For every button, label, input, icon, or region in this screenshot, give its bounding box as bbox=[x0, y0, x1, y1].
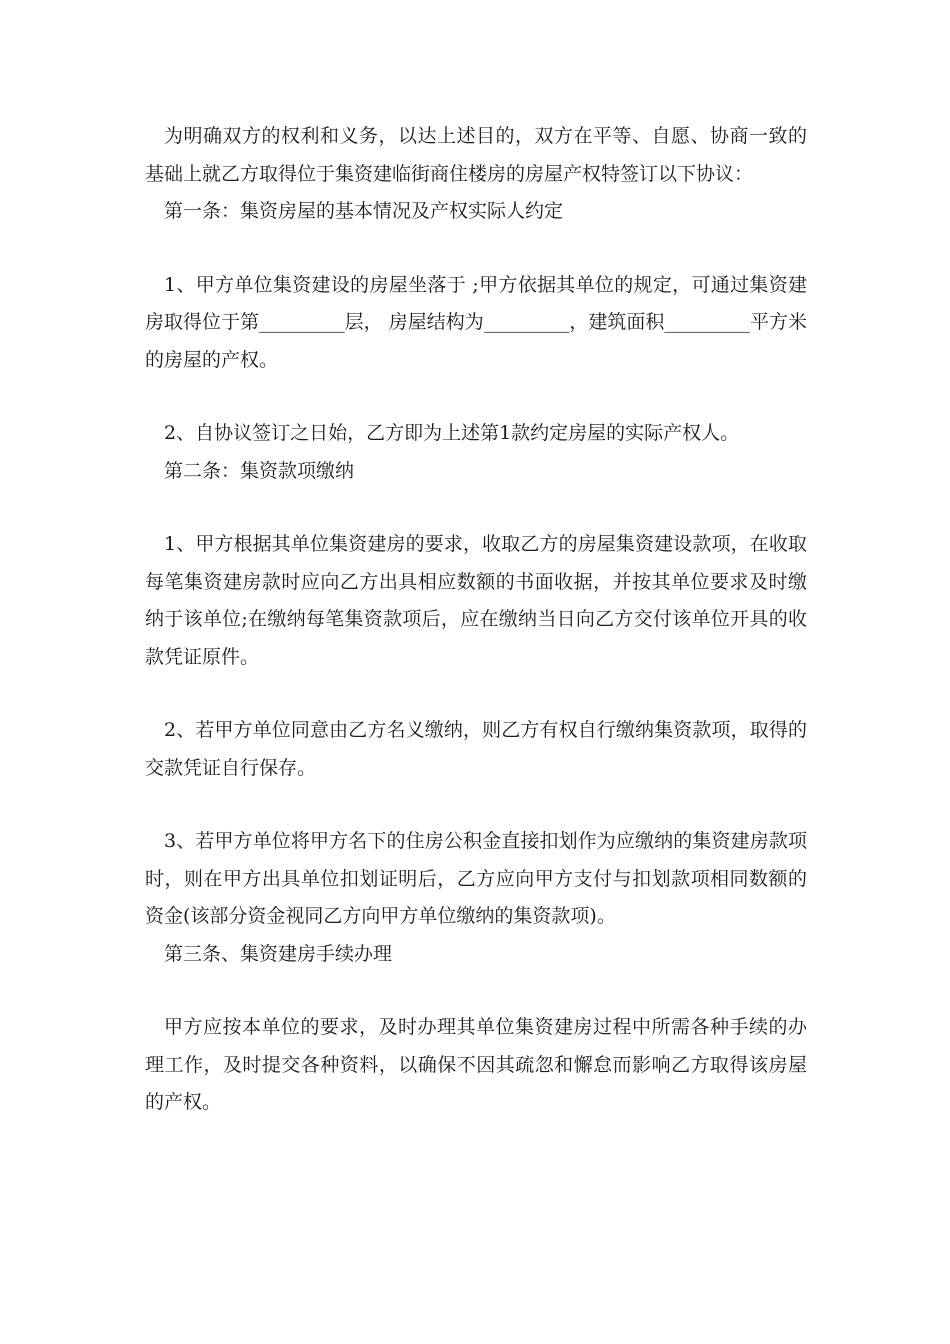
article-3-heading: 第三条、集资建房手续办理 bbox=[164, 942, 393, 965]
article-3-clause-1: 甲方应按本单位的要求，及时办理其单位集资建房过程中所需各种手续的办理工作，及时提交各种资料，以确保不因其疏忽和懈怠而影响乙方取得该房屋的产权。 bbox=[145, 1016, 807, 1113]
article-1-heading: 第一条：集资房屋的基本情况及产权实际人约定 bbox=[164, 200, 564, 222]
article-1-clause-2: 2、自协议签订之日始，乙方即为上述第1款约定房屋的实际产权人。 bbox=[164, 422, 740, 444]
article-2-clause-3: 3、若甲方单位将甲方名下的住房公积金直接扣划作为应缴纳的集资建房款项时，则在甲方出具单位扣划证明后，乙方应向甲方支付与扣划款项相同数额的资金(该部分资金视同乙方向甲方单位缴纳的集资款项)。 bbox=[145, 830, 807, 927]
article-1-clause-1: 1、甲方单位集资建设的房屋坐落于 ;甲方依据其单位的规定，可通过集资建房取得位于第_________层， 房屋结构为_________，建筑面积_________平方米的房屋的产权。 bbox=[145, 273, 807, 371]
intro-paragraph: 为明确双方的权利和义务，以达上述目的，双方在平等、自愿、协商一致的基础上就乙方取得位于集资建临街商住楼房的房屋产权特签订以下协议： bbox=[145, 125, 807, 185]
article-2-clause-1: 1、甲方根据其单位集资建房的要求，收取乙方的房屋集资建设款项，在收取每笔集资建房款时应向乙方出具相应数额的书面收据，并按其单位要求及时缴纳于该单位;在缴纳每笔集资款项后，应在缴纳当日向乙方交付该单位开具的收款凭证原件。 bbox=[145, 533, 807, 668]
document-page bbox=[145, 118, 807, 1122]
article-2-clause-2: 2、若甲方单位同意由乙方名义缴纳，则乙方有权自行缴纳集资款项，取得的交款凭证自行保存。 bbox=[145, 719, 807, 779]
article-2-heading: 第二条：集资款项缴纳 bbox=[164, 459, 355, 482]
